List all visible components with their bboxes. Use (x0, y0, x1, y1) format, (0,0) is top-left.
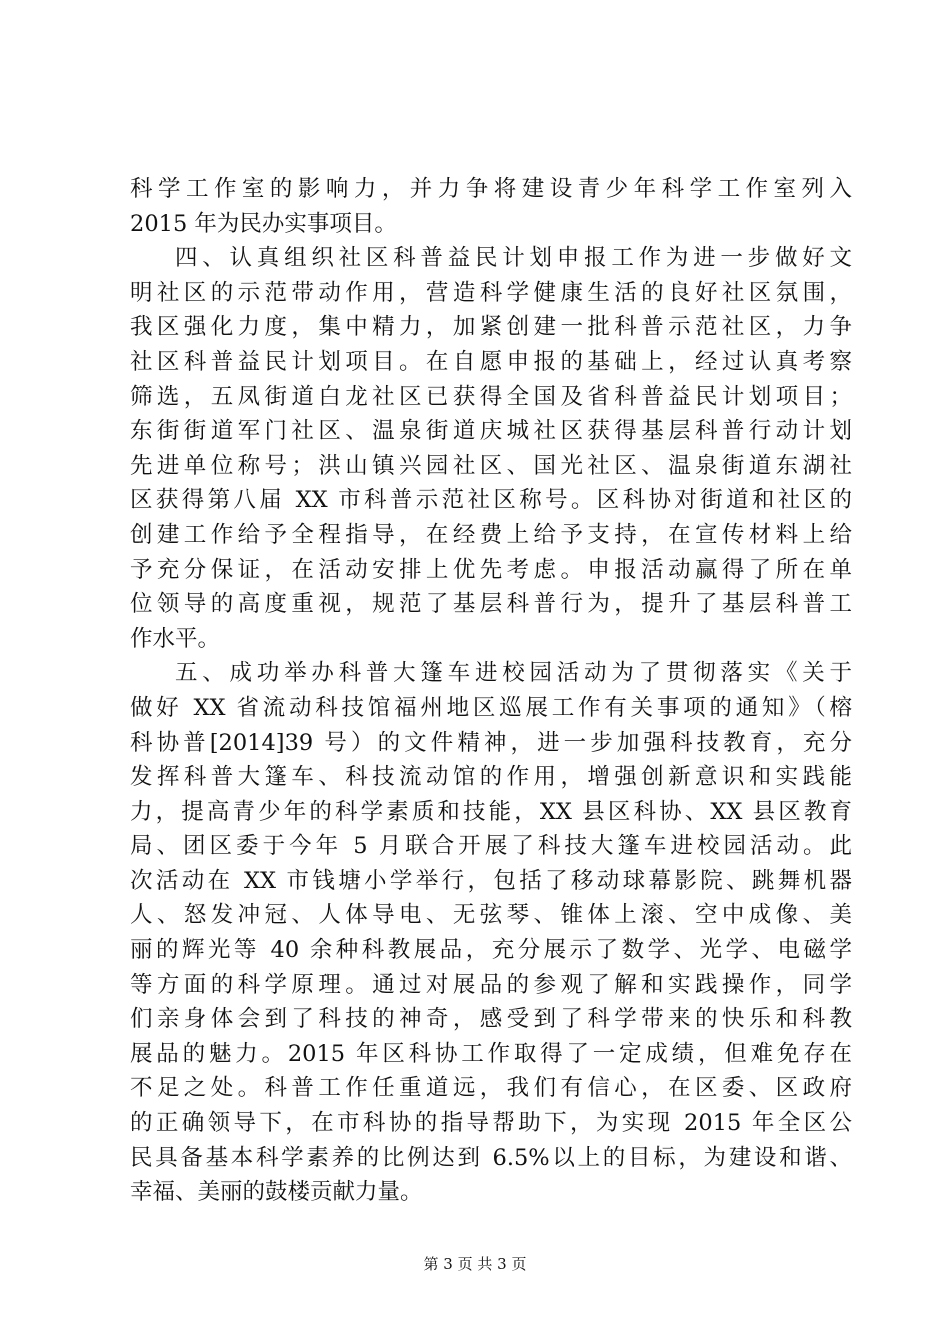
text-line: 次活动在 XX 市钱塘小学举行，包括了移动球幕影院、跳舞机器 (130, 867, 852, 894)
text-line: 们亲身体会到了科技的神奇，感受到了科学带来的快乐和科教 (130, 1006, 852, 1033)
text-line: 展品的魅力。2015 年区科协工作取得了一定成绩，但难免存在 (130, 1040, 852, 1067)
text-line: 发挥科普大篷车、科技流动馆的作用，增强创新意识和实践能 (130, 764, 852, 791)
text-line: 力，提高青少年的科学素质和技能，XX 县区科协、XX 县区教育 (130, 798, 852, 825)
text-line: 先进单位称号；洪山镇兴园社区、国光社区、温泉街道东湖社 (130, 452, 852, 479)
text-line: 予充分保证，在活动安排上优先考虑。申报活动赢得了所在单 (130, 556, 852, 583)
text-line: 局、团区委于今年 5 月联合开展了科技大篷车进校园活动。此 (130, 833, 852, 860)
text-line: 明社区的示范带动作用，营造科学健康生活的良好社区氛围， (130, 279, 852, 306)
text-line: 的正确领导下，在市科协的指导帮助下，为实现 2015 年全区公 (130, 1110, 852, 1137)
text-line: 四、认真组织社区科普益民计划申报工作为进一步做好文 (175, 245, 852, 272)
text-line: 做好 XX 省流动科技馆福州地区巡展工作有关事项的通知》（榕 (130, 694, 852, 721)
text-line: 五、成功举办科普大篷车进校园活动为了贯彻落实《关于 (175, 660, 852, 687)
text-line: 区获得第八届 XX 市科普示范社区称号。区科协对街道和社区的 (130, 487, 852, 514)
page-footer: 第 3 页 共 3 页 (423, 1255, 527, 1273)
text-line: 我区强化力度，集中精力，加紧创建一批科普示范社区，力争 (130, 314, 852, 341)
text-line: 位领导的高度重视，规范了基层科普行为，提升了基层科普工 (130, 591, 852, 618)
text-line: 筛选，五凤街道白龙社区已获得全国及省科普益民计划项目； (130, 383, 852, 410)
text-line: 幸福、美丽的鼓楼贡献力量。 (130, 1179, 423, 1206)
body-text (130, 172, 852, 1210)
text-line: 等方面的科学原理。通过对展品的参观了解和实践操作，同学 (130, 971, 852, 998)
text-line: 丽的辉光等 40 余种科教展品，充分展示了数学、光学、电磁学 (130, 937, 852, 964)
text-line: 东街街道军门社区、温泉街道庆城社区获得基层科普行动计划 (130, 418, 852, 445)
text-line: 作水平。 (130, 625, 221, 652)
text-line: 创建工作给予全程指导，在经费上给予支持，在宣传材料上给 (130, 521, 852, 548)
text-line: 人、怒发冲冠、人体导电、无弦琴、锥体上滚、空中成像、美 (130, 902, 852, 929)
text-line: 科学工作室的影响力，并力争将建设青少年科学工作室列入 (130, 176, 852, 202)
text-line: 民具备基本科学素养的比例达到 6.5%以上的目标，为建设和谐、 (130, 1144, 852, 1171)
text-line: 不足之处。科普工作任重道远，我们有信心，在区委、区政府 (130, 1075, 852, 1102)
text-line: 社区科普益民计划项目。在自愿申报的基础上，经过认真考察 (130, 348, 852, 375)
text-line: 科协普[2014]39 号）的文件精神，进一步加强科技教育，充分 (130, 729, 852, 756)
text-line: 2015 年为民办实事项目。 (130, 210, 397, 237)
